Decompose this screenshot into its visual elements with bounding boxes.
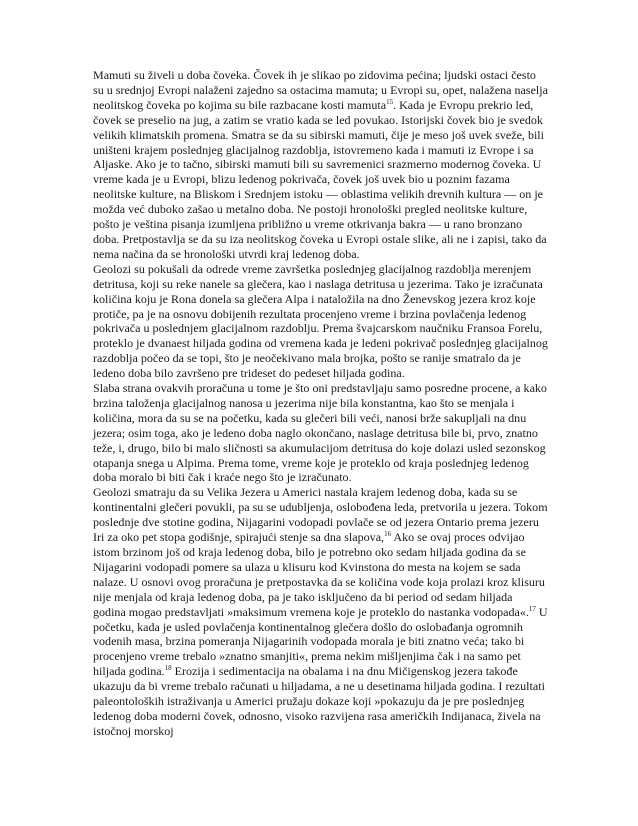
- paragraph-text: U početku, kada je usled povlačenja kontinentalnog glečera došlo do oslobađanja ogromnih vodenih masa, brzina pomeranja Nijagarinih vodopada morala je biti znatno veća; tako bi procenjeno vreme trebalo »znatno smanjiti«, prema nekim mišljenjima čak i na samo pet hiljada godina.: [93, 604, 548, 679]
- footnote-marker: 18: [164, 664, 172, 673]
- paragraph: [93, 68, 548, 262]
- paragraph: [93, 485, 548, 738]
- paragraph-text: Mamuti su živeli u doba čoveka. Čovek ih je slikao po zidovima pećina; ljudski ostaci često su u srednjoj Evropi nalaženi zajedno sa ostacima mamuta; u Evropi su, opet, nalažena naselja neolitskog čoveka po kojima su bile razbacane kosti mamuta: [93, 68, 548, 112]
- paragraph-text: Geolozi smatraju da su Velika Jezera u Americi nastala krajem ledenog doba, kada su se kontinentalni glečeri povukli, pa su se udubljenja, oslobođena leda, pretvorila u jezera. Tokom poslednje dve stotine godina, Nijagarini vodopadi povlače se od jezera Ontario prema jezeru Iri za oko pet stopa godišnje, spirajući stenje sa dna slapova,: [93, 485, 548, 545]
- footnote-marker: 15: [386, 97, 394, 106]
- paragraph-text: Geolozi su pokušali da odrede vreme završetka poslednjeg glacijalnog razdoblja merenjem detritusa, koji su reke nanele sa glečera, kao i naslaga detritusa u jezerima. Tako je izračunata količina koju je Rona donela sa glečera Alpa i nataložila na dno Ženevskog jezera kroz koje protiče, pa je na osnovu dobijenih rezultata procenjeno vreme i brzina povlačenja ledenog pokrivača u poslednjem glacijalnom razdoblju. Prema švajcarskom naučniku Fransoa Forelu, proteklo je dvanaest hiljada godina od vremena kada je ledeni pokrivač poslednjeg glacijalnog razdoblja počeo da se topi, što je neočekivano mala brojka, pošto se ranije smatralo da je ledeno doba bilo završeno pre trideset do pedeset hiljada godina.: [93, 261, 548, 381]
- paragraph: [93, 381, 548, 485]
- paragraph: [93, 262, 548, 381]
- paragraph-text: Erozija i sedimentacija na obalama i na dnu Mičigenskog jezera takođe ukazuju da bi vreme trebalo računati u hiljadama, a ne u desetinama hiljada godina. I rezultati paleontoloških istraživanja u Americi pružaju dokaze koji »pokazuju da je pre poslednjeg ledenog doba moderni čovek, odnosno, visoko razvijena rasa američkih Indijanaca, živela na istočnoj morskoj: [93, 664, 545, 738]
- footnote-marker: 16: [384, 530, 392, 539]
- paragraph-text: Slaba strana ovakvih proračuna u tome je što oni predstavljaju samo posredne procene, a kako brzina taloženja glacijalnog nanosa u jezerima nije bila konstantna, kao što se menjala i količina, mora da su se na početku, kada su glečeri bili veći, nanosi brže sakupljali na dnu jezera; osim toga, ako je ledeno doba naglo okončano, naslage detritusa bile bi, prvo, znatno teže, i, drugo, bilo bi malo sličnosti sa akumulacijom detritusa do koje dolazi usled sezonskog otapanja snega u Alpima. Prema tome, vreme koje je proteklo od kraja poslednjeg ledenog doba moralo bi biti čak i kraće nego što je izračunato.: [93, 381, 547, 485]
- footnote-marker: 17: [528, 604, 536, 613]
- body-text: [93, 68, 548, 739]
- paragraph-text: . Kada je Evropu prekrio led, čovek se preselio na jug, a zatim se vratio kada se led povukao. Istorijski čovek bio je svedok velikih klimatskih promena. Smatra se da su sibirski mamuti, čije je meso još uvek sveže, bili uništeni krajem poslednjeg glacijalnog razdoblja, istovremeno kada i mamuti iz Evrope i sa Aljaske. Ako je to tačno, sibirski mamuti bili su savremenici srazmerno modernog čoveka. U vreme kada je u Evropi, blizu ledenog pokrivača, čovek još uvek bio u poznim fazama neolitske kulture, na Bliskom i Srednjem istoku — oblastima velikih drevnih kultura — on je možda već duboko zašao u metalno doba. Ne postoji hronološki pregled neolitske kulture, pošto je veština pisanja izumljena približno u vreme otkrivanja bakra — u rano bronzano doba. Pretpostavlja se da su iza neolitskog čoveka u Evropi ostale slike, ali ne i zapisi, tako da nema načina da se hronološki utvrdi kraj ledenog doba.: [93, 97, 547, 261]
- paragraph-text: Ako se ovaj proces odvijao istom brzinom još od kraja ledenog doba, bilo je potrebno oko sedam hiljada godina da se Nijagarini vodopadi pomere sa ulaza u klisuru kod Kvinstona do mesta na kojem se sada nalaze. U osnovi ovog proračuna je pretpostavka da se količina vode koja prolazi kroz klisuru nije menjala od kraja ledenog doba, pa je tako isključeno da bi period od sedam hiljada godina mogao predstavljati »maksimum vremena koje je proteklo do nastanka vodopada«.: [93, 530, 545, 619]
